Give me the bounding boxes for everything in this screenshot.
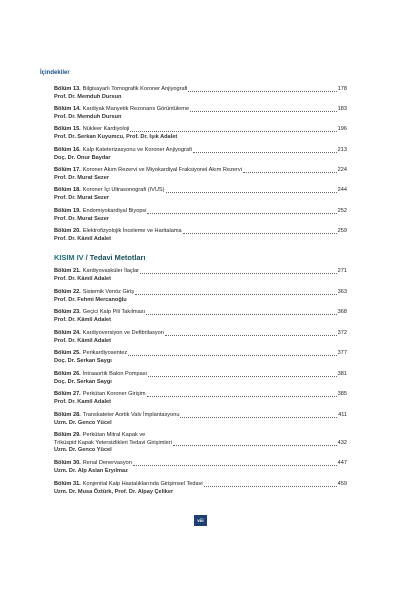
chapter-number: Bölüm 13. [54, 86, 81, 92]
toc-entry[interactable] [54, 167, 347, 182]
chapter-title: Perkütan Koroner Girişim [82, 391, 146, 397]
dot-leader [190, 111, 337, 112]
page-number: 213 [337, 147, 347, 153]
chapter-title-continued: Triküspid Kapak Yetersizlikleri Tedavi Girişimleri [54, 439, 172, 446]
chapter-title: Perkütan Mitral Kapak ve [82, 432, 146, 438]
chapter-author: Prof. Dr. Kâmil Adalet [54, 235, 111, 242]
page-number: 183 [337, 106, 347, 112]
toc-line [54, 147, 347, 155]
page-number: 368 [337, 309, 347, 315]
toc-line [54, 106, 347, 114]
toc-entry[interactable] [54, 86, 347, 101]
chapter-author: Prof. Dr. Kâmil Adalet [54, 337, 111, 344]
part-number: KISIM IV [54, 253, 84, 262]
dot-leader [165, 335, 337, 336]
toc-line [54, 371, 347, 379]
chapter-number: Bölüm 24. [54, 330, 81, 336]
toc-entry[interactable] [54, 289, 347, 304]
chapter-author: Prof. Dr. Kamil Adalet [54, 398, 111, 405]
toc-line [54, 289, 347, 297]
section-label: İçindekiler [40, 70, 70, 76]
toc-line [54, 412, 347, 420]
chapter-title: Kardiyovasküler İlaçlar [82, 268, 140, 274]
chapter-number: Bölüm 25. [54, 350, 81, 356]
chapter-number: Bölüm 29. [54, 432, 81, 438]
chapter-title: Kardiyoversiyon ve Defibrilasyon [82, 330, 164, 336]
part-heading [54, 253, 145, 262]
part-separator: / [83, 253, 90, 262]
dot-leader [204, 486, 337, 487]
toc-entry[interactable] [54, 350, 347, 365]
dot-leader [128, 355, 336, 356]
page-number: 244 [337, 187, 347, 193]
chapter-author: Prof. Dr. Murat Sezer [54, 194, 110, 201]
page-number: 459 [337, 481, 347, 487]
dot-leader [135, 294, 337, 295]
toc-entry[interactable] [54, 309, 347, 324]
chapter-author: Uzm. Dr. Genco Yücel [54, 447, 112, 454]
toc-line [54, 187, 347, 195]
chapter-number: Bölüm 15. [54, 126, 81, 132]
toc-entry[interactable] [54, 106, 347, 121]
toc-line [54, 167, 347, 175]
chapter-number: Bölüm 20. [54, 228, 81, 234]
toc-line [54, 350, 347, 358]
chapter-author: Doç. Dr. Serkan Saygı [54, 357, 112, 364]
dot-leader [243, 172, 337, 173]
dot-leader [148, 376, 337, 377]
toc-entry[interactable] [54, 481, 347, 496]
page-number: 196 [337, 126, 347, 132]
chapter-title: Bilgisayarlı Tomografik Koroner Anjiyografi [82, 86, 188, 92]
chapter-title: Elektrofizyolojik İnceleme ve Haritalama [82, 228, 182, 234]
page-number: 372 [337, 330, 347, 336]
chapter-title: Transkateter Aortik Valv İmplantasyonu [82, 412, 180, 418]
page-number: 259 [337, 228, 347, 234]
page-number: 432 [337, 439, 347, 446]
toc-line [54, 440, 347, 448]
chapter-title: Sistemik Venöz Giriş [82, 289, 135, 295]
dot-leader [140, 273, 337, 274]
chapter-number: Bölüm 18. [54, 187, 81, 193]
chapter-number: Bölüm 23. [54, 309, 81, 315]
chapter-author: Prof. Dr. Murat Sezer [54, 215, 110, 222]
chapter-author: Uzm. Dr. Musa Öztürk, Prof. Dr. Alpay Çeliker [54, 488, 174, 495]
chapter-author: Doç. Dr. Serkan Saygı [54, 378, 112, 385]
toc-line [54, 208, 347, 216]
chapter-title: Endomiyokardiyal Biyopsi [82, 208, 147, 214]
toc-entry[interactable] [54, 228, 347, 243]
dot-leader [183, 233, 337, 234]
page-number: 385 [337, 391, 347, 397]
chapter-author: Prof. Dr. Serkan Kuyumcu, Prof. Dr. Işık Adalet [54, 133, 178, 140]
chapter-number: Bölüm 31. [54, 481, 81, 487]
chapter-number: Bölüm 16. [54, 147, 81, 153]
chapter-title: Kalp Kateterizasyonu ve Koroner Anjiyografi [82, 147, 192, 153]
toc-line [54, 86, 347, 94]
page-number: 252 [337, 208, 347, 214]
page-number: 447 [337, 460, 347, 466]
dot-leader [133, 465, 337, 466]
page-number: 363 [337, 289, 347, 295]
toc-entry[interactable] [54, 268, 347, 283]
chapter-title: Geçici Kalp Pili Takılması [82, 309, 146, 315]
toc-entry[interactable] [54, 460, 347, 475]
chapter-author: Prof. Dr. Kâmil Adalet [54, 316, 111, 323]
chapter-author: Prof. Dr. Kâmil Adalet [54, 275, 111, 282]
chapter-title: Nükleer Kardiyoloji [82, 126, 130, 132]
chapter-number: Bölüm 17. [54, 167, 81, 173]
page-number-badge: viii [194, 515, 207, 526]
chapter-number: Bölüm 30. [54, 460, 81, 466]
chapter-title: Koroner Akım Rezervi ve Miyokardiyal Fraksiyonel Akım Rezervi [82, 167, 242, 173]
page-number: 377 [337, 350, 347, 356]
toc-entry[interactable] [54, 126, 347, 141]
chapter-number: Bölüm 28. [54, 412, 81, 418]
dot-leader [147, 396, 337, 397]
toc-line [54, 309, 347, 317]
part-title: Tedavi Metotları [89, 253, 146, 262]
page-number: 224 [337, 167, 347, 173]
toc-line [54, 481, 347, 489]
chapter-author: Prof. Dr. Fehmi Mercanoğlu [54, 296, 127, 303]
toc-entry[interactable] [54, 432, 347, 455]
dot-leader [147, 213, 336, 214]
chapter-title: Koroner İçi Ultrasonografi (IVUS) [82, 187, 165, 193]
toc-entry[interactable] [54, 371, 347, 386]
dot-leader [173, 445, 337, 446]
toc-entry[interactable] [54, 330, 347, 345]
chapter-number: Bölüm 19. [54, 208, 81, 214]
dot-leader [188, 91, 336, 92]
toc-line [54, 228, 347, 236]
page-number: 271 [337, 268, 347, 274]
dot-leader [166, 192, 337, 193]
page-number: 411 [338, 412, 347, 418]
chapter-number: Bölüm 22. [54, 289, 81, 295]
dot-leader [130, 131, 336, 132]
chapter-author: Prof. Dr. Murat Sezer [54, 174, 110, 181]
chapter-author: Uzm. Dr. Alp Aslan Eryılmaz [54, 467, 128, 474]
toc-entry[interactable] [54, 208, 347, 223]
chapter-author: Prof. Dr. Memduh Dursun [54, 113, 122, 120]
toc-line [54, 391, 347, 399]
chapter-number: Bölüm 27. [54, 391, 81, 397]
chapter-author: Prof. Dr. Memduh Dursun [54, 93, 122, 100]
toc-line [54, 268, 347, 276]
toc-line [54, 126, 347, 134]
chapter-title: Konjenital Kalp Hastalıklarında Girişimsel Tedavi [82, 481, 203, 487]
toc-entry[interactable] [54, 391, 347, 406]
toc-line [54, 330, 347, 338]
toc-line [54, 460, 347, 468]
chapter-title: Perikardiyosentez [82, 350, 128, 356]
chapter-number: Bölüm 26. [54, 371, 81, 377]
toc-entry[interactable] [54, 412, 347, 427]
chapter-title: Renal Denervasyon [82, 460, 132, 466]
chapter-number: Bölüm 21. [54, 268, 81, 274]
page-number: 178 [337, 86, 347, 92]
chapter-title: İntraaortik Balon Pompası [82, 371, 148, 377]
chapter-author: Uzm. Dr. Genco Yücel [54, 419, 112, 426]
toc-line [54, 432, 347, 440]
dot-leader [146, 314, 337, 315]
toc-entry[interactable] [54, 147, 347, 162]
toc-entry[interactable] [54, 187, 347, 202]
chapter-number: Bölüm 14. [54, 106, 81, 112]
dot-leader [193, 152, 337, 153]
dot-leader [180, 417, 337, 418]
chapter-author: Doç. Dr. Onur Baydar [54, 154, 111, 161]
chapter-title: Kardiyak Manyetik Rezonans Görüntüleme [82, 106, 190, 112]
page-number: 381 [337, 371, 347, 377]
